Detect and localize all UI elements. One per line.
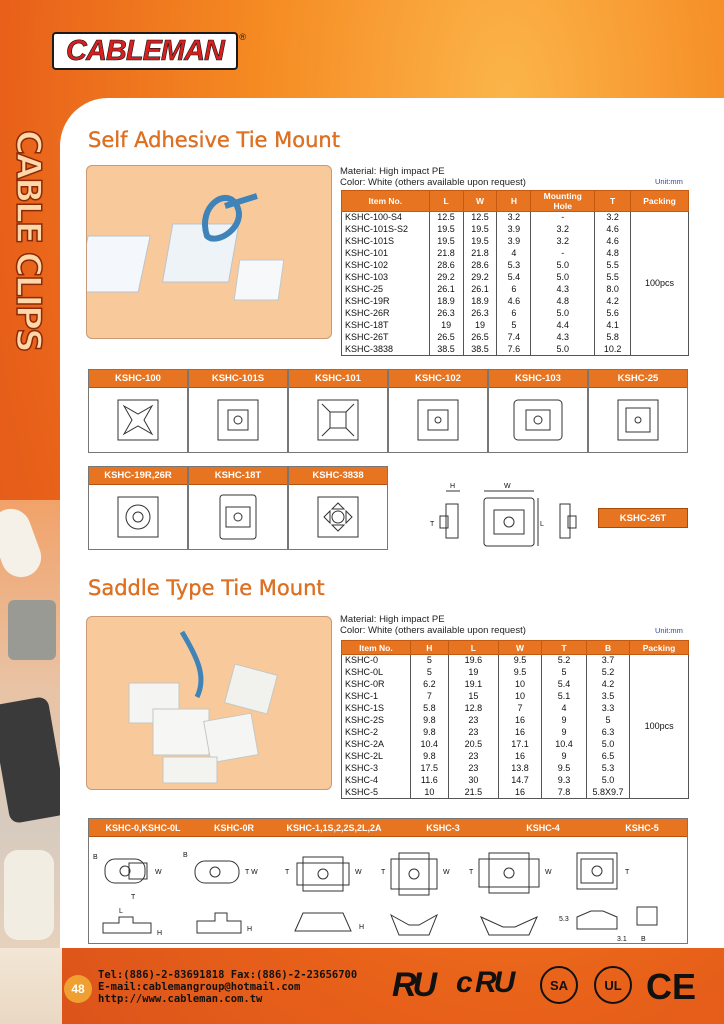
s1-drawing-row-2	[88, 466, 388, 550]
table-cell: KSHC-2	[342, 727, 411, 739]
svg-text:H: H	[359, 924, 365, 931]
table-cell: 5.5	[595, 260, 631, 272]
drawing-image	[489, 388, 587, 452]
table-cell: 19.5	[463, 236, 497, 248]
table-cell: 5	[542, 667, 587, 679]
table-cell: 5	[586, 715, 629, 727]
table-cell: 3.9	[497, 236, 531, 248]
table-cell: -	[531, 248, 595, 260]
table-cell: KSHC-18T	[342, 320, 430, 332]
table-cell: 4.4	[531, 320, 595, 332]
table-cell: KSHC-101	[342, 248, 430, 260]
table-cell: 28.6	[429, 260, 463, 272]
table-cell: 23	[448, 751, 498, 763]
table-cell: 26.3	[429, 308, 463, 320]
kshc-26t-drawing	[428, 476, 588, 566]
svg-text:T: T	[381, 869, 386, 876]
table-cell: 7.8	[542, 787, 587, 799]
table-cell: 23	[448, 727, 498, 739]
table-cell: KSHC-2L	[342, 751, 411, 763]
table-cell: 9	[542, 715, 587, 727]
table-cell: 9.5	[498, 655, 541, 667]
s1-drawing-row-1	[88, 369, 688, 453]
table-cell: 6.5	[586, 751, 629, 763]
table-cell: 5.2	[586, 667, 629, 679]
table-cell: 5.3	[586, 763, 629, 775]
table-cell: 4.6	[595, 236, 631, 248]
drawing-label: KSHC-0,KSHC-0L	[105, 823, 181, 833]
section-title-self-adhesive: Self Adhesive Tie Mount	[88, 128, 340, 152]
drawing-image	[289, 485, 387, 549]
table-cell: 9.8	[410, 727, 448, 739]
drawing-label: KSHC-19R,26R	[89, 467, 187, 485]
table-cell: 9	[542, 727, 587, 739]
table-cell: 5.0	[586, 739, 629, 751]
table-cell: KSHC-5	[342, 787, 411, 799]
drawing-label: KSHC-101	[289, 370, 387, 388]
table-cell: 6	[497, 284, 531, 296]
table-cell: 8.0	[595, 284, 631, 296]
csa-mark-icon: SA	[540, 966, 578, 1004]
cable-clip-photo-4	[4, 850, 54, 940]
table-cell: KSHC-3	[342, 763, 411, 775]
table-cell: 20.5	[448, 739, 498, 751]
svg-text:W: W	[504, 483, 511, 490]
table-cell: 29.2	[463, 272, 497, 284]
drawing-image	[89, 388, 187, 452]
table-cell: KSHC-26R	[342, 308, 430, 320]
drawing-cell	[388, 369, 488, 453]
table-cell: 11.6	[410, 775, 448, 787]
section-title-saddle-type: Saddle Type Tie Mount	[88, 576, 325, 600]
svg-text:T: T	[285, 869, 290, 876]
table-cell: 3.7	[586, 655, 629, 667]
table-cell: 7.6	[497, 344, 531, 356]
drawing-label: KSHC-25	[589, 370, 687, 388]
table-cell: 19.1	[448, 679, 498, 691]
ul-mark-icon: UL	[594, 966, 632, 1004]
table-cell: 9	[542, 751, 587, 763]
table-cell: 4.3	[531, 284, 595, 296]
table-cell: 26.5	[463, 332, 497, 344]
table-cell: 3.9	[497, 224, 531, 236]
table-cell: 23	[448, 763, 498, 775]
drawing-label: KSHC-4	[526, 823, 560, 833]
footer-left-photo	[0, 948, 62, 1024]
table-cell: 4	[542, 703, 587, 715]
table-cell: KSHC-25	[342, 284, 430, 296]
svg-text:L: L	[119, 908, 123, 915]
ur-mark-icon: RU	[392, 966, 434, 1004]
drawing-label: KSHC-101S	[189, 370, 287, 388]
table-cell: KSHC-19R	[342, 296, 430, 308]
svg-text:B: B	[93, 854, 98, 861]
table-cell: KSHC-4	[342, 775, 411, 787]
table-cell: 5	[410, 667, 448, 679]
table-cell: 4.2	[586, 679, 629, 691]
s1-material-info: Material: High impact PE Color: White (others available upon request)	[340, 166, 526, 188]
table-cell: 9.5	[498, 667, 541, 679]
drawing-label: KSHC-18T	[189, 467, 287, 485]
svg-text:T: T	[430, 521, 435, 528]
table-cell: 19.6	[448, 655, 498, 667]
table-cell: 3.2	[595, 212, 631, 224]
table-cell: 21.8	[429, 248, 463, 260]
drawing-cell	[188, 369, 288, 453]
table-header: W	[498, 641, 541, 655]
table-cell: KSHC-102	[342, 260, 430, 272]
svg-text:L: L	[540, 521, 544, 528]
svg-text:H: H	[450, 483, 456, 490]
table-cell: KSHC-101S-S2	[342, 224, 430, 236]
table-header: T	[595, 191, 631, 212]
svg-text:5.3: 5.3	[559, 916, 569, 923]
packing-cell: 100pcs	[630, 655, 689, 799]
drawing-label: KSHC-103	[489, 370, 587, 388]
table-cell: 16	[498, 715, 541, 727]
table-cell: 12.5	[429, 212, 463, 224]
drawing-label: KSHC-100	[89, 370, 187, 388]
table-cell: 6.2	[410, 679, 448, 691]
drawing-cell	[288, 466, 388, 550]
table-cell: 5.3	[497, 260, 531, 272]
s1-spec-table	[341, 190, 689, 356]
cable-clip-photo-2	[8, 600, 56, 660]
drawing-cell	[588, 369, 688, 453]
drawing-label: KSHC-3	[426, 823, 460, 833]
table-cell: 7	[498, 703, 541, 715]
table-cell: 5.4	[542, 679, 587, 691]
svg-text:W: W	[155, 869, 162, 876]
table-cell: 5.5	[595, 272, 631, 284]
table-cell: 26.1	[463, 284, 497, 296]
table-cell: 17.1	[498, 739, 541, 751]
table-cell: 4.8	[531, 296, 595, 308]
table-cell: 13.8	[498, 763, 541, 775]
table-cell: KSHC-2A	[342, 739, 411, 751]
table-header: B	[586, 641, 629, 655]
table-cell: 7	[410, 691, 448, 703]
table-cell: 16	[498, 787, 541, 799]
table-cell: 16	[498, 727, 541, 739]
svg-text:T: T	[469, 869, 474, 876]
table-cell: 17.5	[410, 763, 448, 775]
table-cell: 3.3	[586, 703, 629, 715]
table-cell: 7.4	[497, 332, 531, 344]
table-cell: 12.8	[448, 703, 498, 715]
table-cell: 10.4	[542, 739, 587, 751]
table-cell: KSHC-100-S4	[342, 212, 430, 224]
ce-mark-icon: CE	[646, 966, 697, 1007]
table-cell: 29.2	[429, 272, 463, 284]
saddle-drawings	[89, 837, 687, 943]
svg-text:H: H	[157, 930, 163, 937]
table-cell: 9.8	[410, 715, 448, 727]
table-cell: 10.4	[410, 739, 448, 751]
s2-material-info: Material: High impact PE Color: White (others available upon request)	[340, 614, 526, 636]
table-row	[342, 655, 689, 667]
drawing-image	[189, 388, 287, 452]
table-cell: 5	[497, 320, 531, 332]
table-cell: KSHC-26T	[342, 332, 430, 344]
table-cell: 9.3	[542, 775, 587, 787]
table-cell: 26.5	[429, 332, 463, 344]
table-cell: 5	[410, 655, 448, 667]
table-cell: 5.8	[595, 332, 631, 344]
table-header: Packing	[630, 641, 689, 655]
table-cell: KSHC-101S	[342, 236, 430, 248]
table-cell: 10	[410, 787, 448, 799]
s2-unit-label: Unit:mm	[655, 626, 683, 635]
drawing-cell	[88, 369, 188, 453]
table-cell: KSHC-1S	[342, 703, 411, 715]
self-adhesive-product-photo	[86, 165, 332, 339]
table-cell: KSHC-103	[342, 272, 430, 284]
table-cell: 3.2	[531, 224, 595, 236]
table-cell: 5.0	[531, 272, 595, 284]
table-header: H	[410, 641, 448, 655]
table-cell: 5.0	[586, 775, 629, 787]
table-cell: 4.6	[595, 224, 631, 236]
svg-text:T W: T W	[245, 869, 258, 876]
table-cell: 4.8	[595, 248, 631, 260]
table-header: L	[448, 641, 498, 655]
drawing-label: KSHC-5	[625, 823, 659, 833]
table-cell: KSHC-2S	[342, 715, 411, 727]
table-cell: 28.6	[463, 260, 497, 272]
table-header: Mounting Hole	[531, 191, 595, 212]
table-cell: 23	[448, 715, 498, 727]
contact-info: Tel:(886)-2-83691818 Fax:(886)-2-23656700 E-mail:cablemangroup@hotmail.com http://www.cableman.com.tw	[98, 969, 358, 1005]
table-cell: 19	[463, 320, 497, 332]
table-cell: 4.6	[497, 296, 531, 308]
table-cell: 21.5	[448, 787, 498, 799]
table-cell: 19.5	[463, 224, 497, 236]
drawing-cell	[188, 466, 288, 550]
s1-unit-label: Unit:mm	[655, 177, 683, 186]
brand-logo: CABLEMAN ®	[52, 32, 238, 70]
table-cell: 30	[448, 775, 498, 787]
table-cell: 5.0	[531, 308, 595, 320]
drawing-cell	[288, 369, 388, 453]
table-header: L	[429, 191, 463, 212]
table-cell: 4	[497, 248, 531, 260]
svg-text:3.1: 3.1	[617, 936, 627, 943]
table-cell: 5.0	[531, 344, 595, 356]
table-header: Item No.	[342, 641, 411, 655]
table-cell: 5.1	[542, 691, 587, 703]
table-cell: 4.2	[595, 296, 631, 308]
svg-text:T: T	[625, 869, 630, 876]
category-title: CABLE CLIPS	[8, 130, 48, 351]
packing-cell: 100pcs	[631, 212, 689, 356]
drawing-label: KSHC-1,1S,2,2S,2L,2A	[286, 823, 382, 833]
table-cell: 15	[448, 691, 498, 703]
table-cell: 5.4	[497, 272, 531, 284]
drawing-image	[289, 388, 387, 452]
table-header: Item No.	[342, 191, 430, 212]
table-cell: 5.6	[595, 308, 631, 320]
table-row	[342, 212, 689, 224]
table-cell: 14.7	[498, 775, 541, 787]
table-header: Packing	[631, 191, 689, 212]
table-cell: -	[531, 212, 595, 224]
table-cell: 6.3	[586, 727, 629, 739]
table-cell: 12.5	[463, 212, 497, 224]
table-cell: KSHC-0R	[342, 679, 411, 691]
drawing-cell	[488, 369, 588, 453]
cur-mark-icon: c RU	[456, 966, 513, 999]
table-cell: 38.5	[463, 344, 497, 356]
table-cell: 19.5	[429, 224, 463, 236]
table-cell: 5.2	[542, 655, 587, 667]
table-cell: 26.1	[429, 284, 463, 296]
drawing-image	[89, 485, 187, 549]
drawing-image	[389, 388, 487, 452]
svg-text:B: B	[641, 936, 646, 943]
table-cell: 5.8	[410, 703, 448, 715]
svg-text:W: W	[443, 869, 450, 876]
drawing-label: KSHC-102	[389, 370, 487, 388]
table-cell: 10	[498, 679, 541, 691]
table-cell: 5.0	[531, 260, 595, 272]
table-cell: 10.2	[595, 344, 631, 356]
drawing-label: KSHC-0R	[213, 823, 254, 833]
table-cell: 10	[498, 691, 541, 703]
drawing-image	[589, 388, 687, 452]
table-cell: KSHC-3838	[342, 344, 430, 356]
table-cell: KSHC-1	[342, 691, 411, 703]
table-cell: 38.5	[429, 344, 463, 356]
table-cell: 19	[448, 667, 498, 679]
table-cell: KSHC-0L	[342, 667, 411, 679]
page-number: 48	[64, 975, 92, 1003]
drawing-cell	[88, 466, 188, 550]
table-cell: 19.5	[429, 236, 463, 248]
saddle-product-photo	[86, 616, 332, 790]
table-cell: 3.2	[531, 236, 595, 248]
table-cell: 4.1	[595, 320, 631, 332]
table-cell: 19	[429, 320, 463, 332]
svg-text:W: W	[355, 869, 362, 876]
table-cell: 18.9	[463, 296, 497, 308]
table-cell: 4.3	[531, 332, 595, 344]
drawing-label: KSHC-3838	[289, 467, 387, 485]
table-cell: 18.9	[429, 296, 463, 308]
table-cell: 3.5	[586, 691, 629, 703]
table-header: H	[497, 191, 531, 212]
drawing-image	[189, 485, 287, 549]
table-cell: 9.5	[542, 763, 587, 775]
table-header: W	[463, 191, 497, 212]
svg-text:B: B	[183, 852, 188, 859]
table-cell: 16	[498, 751, 541, 763]
kshc-26t-label: KSHC-26T	[598, 508, 688, 528]
s2-spec-table	[341, 640, 689, 799]
svg-text:W: W	[545, 869, 552, 876]
table-cell: KSHC-0	[342, 655, 411, 667]
table-header: T	[542, 641, 587, 655]
s2-drawing-panel	[88, 818, 688, 944]
table-cell: 21.8	[463, 248, 497, 260]
table-cell: 26.3	[463, 308, 497, 320]
table-cell: 9.8	[410, 751, 448, 763]
table-cell: 6	[497, 308, 531, 320]
svg-text:T: T	[131, 894, 136, 901]
table-cell: 5.8X9.7	[586, 787, 629, 799]
table-cell: 3.2	[497, 212, 531, 224]
svg-text:H: H	[247, 926, 253, 933]
